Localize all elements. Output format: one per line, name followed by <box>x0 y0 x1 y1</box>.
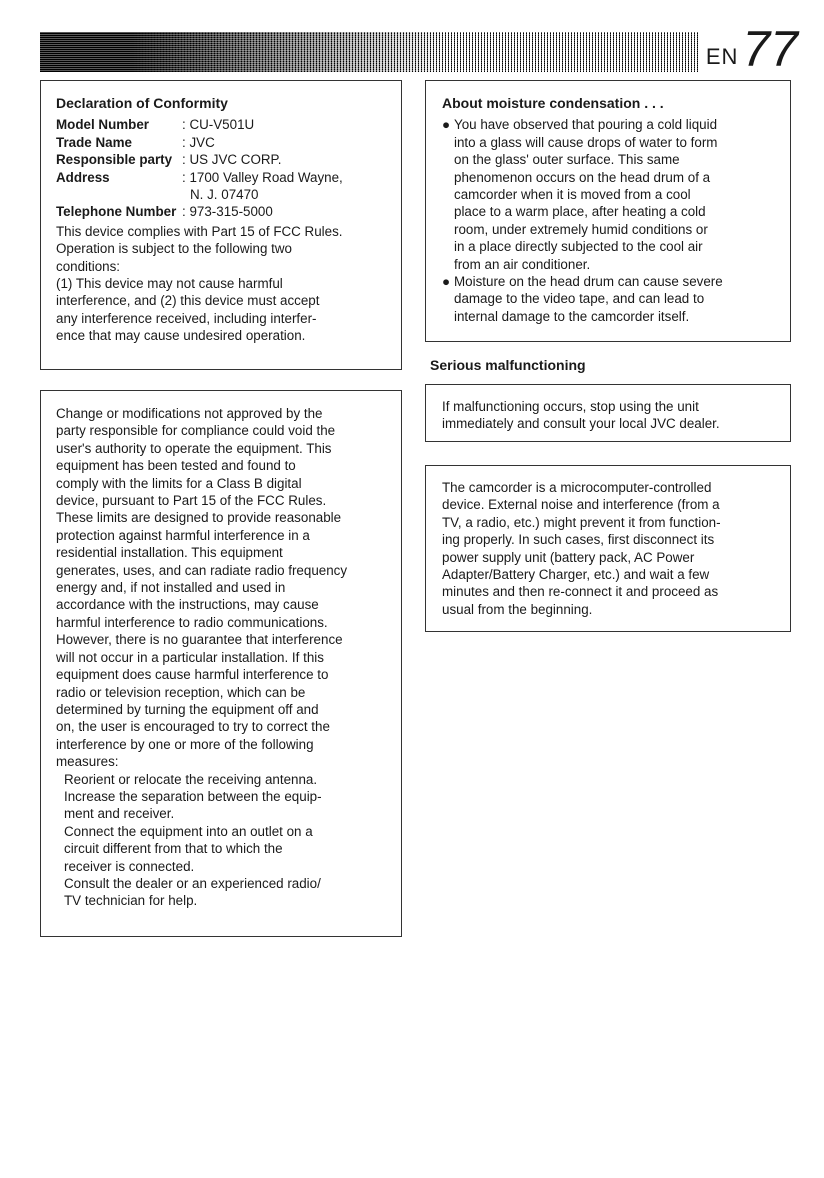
text-line: place to a warm place, after heating a cold <box>454 204 706 220</box>
text-line: residential installation. This equipment <box>56 545 283 561</box>
text-line: These limits are designed to provide reasonable <box>56 510 342 526</box>
spec-value: : CU-V501U <box>182 117 255 133</box>
page-number-value: 77 <box>742 21 798 77</box>
text-line: into a glass will cause drops of water to form <box>454 134 718 150</box>
text-line: any interference received, including interfer- <box>56 310 317 326</box>
moisture-condensation-box <box>425 80 791 342</box>
text-line: measures: <box>56 754 119 770</box>
serious-malfunctioning-heading: Serious malfunctioning <box>430 357 586 373</box>
text-line: determined by turning the equipment off and <box>56 701 319 717</box>
bullet-icon: ● <box>442 274 451 290</box>
spec-value: : US JVC CORP. <box>182 152 282 168</box>
text-line: on, the user is encouraged to try to correct the <box>56 719 330 735</box>
spec-label: Address <box>56 169 110 185</box>
text-line: However, there is no guarantee that interference <box>56 632 343 648</box>
bullet-icon: ● <box>442 117 451 133</box>
spec-label: Model Number <box>56 117 149 133</box>
spec-row-telephone <box>56 203 387 220</box>
spec-value: : 1700 Valley Road Wayne, <box>182 169 343 185</box>
text-line: device. External noise and interference (from a <box>442 497 720 513</box>
measure-line: circuit different from that to which the <box>64 841 283 857</box>
text-line: interference, and (2) this device must accept <box>56 293 320 309</box>
text-line: TV, a radio, etc.) might prevent it from function- <box>442 514 721 530</box>
page-number <box>705 21 798 77</box>
bullet-item <box>442 273 776 325</box>
declaration-body <box>56 223 387 345</box>
text-line: device, pursuant to Part 15 of the FCC Rules. <box>56 493 327 509</box>
text-line: from an air conditioner. <box>454 256 591 272</box>
fcc-measures-list <box>56 771 387 910</box>
text-line: Moisture on the head drum can cause severe <box>454 274 723 290</box>
page-language-prefix: EN <box>705 44 739 69</box>
spec-label: Responsible party <box>56 152 173 168</box>
spec-row-address-line2 <box>56 186 387 203</box>
measure-line: Increase the separation between the equip- <box>64 788 322 804</box>
text-line: ing properly. In such cases, first disconnect its <box>442 532 715 548</box>
text-line: energy and, if not installed and used in <box>56 580 286 596</box>
text-line: power supply unit (battery pack, AC Power <box>442 549 695 565</box>
spec-value: : JVC <box>182 134 215 150</box>
text-line: comply with the limits for a Class B digital <box>56 475 302 491</box>
text-line: generates, uses, and can radiate radio frequency <box>56 562 348 578</box>
text-line: party responsible for compliance could void the <box>56 423 336 439</box>
declaration-title: Declaration of Conformity <box>56 95 228 111</box>
text-line: (1) This device may not cause harmful <box>56 276 283 292</box>
text-line: Change or modifications not approved by the <box>56 406 323 421</box>
declaration-box <box>40 80 402 370</box>
text-line: protection against harmful interference in a <box>56 527 310 543</box>
text-line: internal damage to the camcorder itself. <box>454 308 690 324</box>
measure-line: Connect the equipment into an outlet on a <box>64 823 313 839</box>
text-line: ence that may cause undesired operation. <box>56 328 306 344</box>
text-line: camcorder when it is moved from a cool <box>454 187 691 203</box>
text-line: conditions: <box>56 258 121 274</box>
text-line: radio or television reception, which can be <box>56 684 306 700</box>
text-line: minutes and then re-connect it and proceed as <box>442 584 719 600</box>
text-line: harmful interference to radio communications. <box>56 614 328 630</box>
text-line: user's authority to operate the equipment. This <box>56 440 332 456</box>
text-line: If malfunctioning occurs, stop using the unit <box>442 399 699 414</box>
text-line: phenomenon occurs on the head drum of a <box>454 169 711 185</box>
spec-row-responsible-party <box>56 151 387 168</box>
text-line: You have observed that pouring a cold liquid <box>454 117 718 133</box>
spec-row-trade-name <box>56 134 387 151</box>
serious-malfunctioning-box <box>425 384 791 442</box>
header-halftone-bar <box>40 32 700 72</box>
spec-row-model <box>56 116 387 133</box>
text-line: equipment has been tested and found to <box>56 458 296 474</box>
text-line: equipment does cause harmful interference to <box>56 667 329 683</box>
fcc-statement-box <box>40 390 402 937</box>
measure-line: Consult the dealer or an experienced radio/ <box>64 875 321 891</box>
text-line: damage to the video tape, and can lead to <box>454 291 705 307</box>
text-line: on the glass' outer surface. This same <box>454 152 680 168</box>
text-line: Operation is subject to the following two <box>56 241 292 257</box>
camcorder-note-box <box>425 465 791 632</box>
spec-label: Telephone Number <box>56 204 177 220</box>
bullet-item <box>442 116 776 273</box>
spec-value: : 973-315-5000 <box>182 204 273 220</box>
text-line: will not occur in a particular installation. If this <box>56 649 324 665</box>
address-line2: N. J. 07470 <box>190 187 259 203</box>
text-line: usual from the beginning. <box>442 601 593 617</box>
measure-line: TV technician for help. <box>64 893 198 909</box>
text-line: Adapter/Battery Charger, etc.) and wait a few <box>442 567 710 583</box>
text-line: room, under extremely humid conditions or <box>454 221 708 237</box>
measure-line: receiver is connected. <box>64 858 195 874</box>
text-line: immediately and consult your local JVC dealer. <box>442 416 720 432</box>
spec-row-address <box>56 169 387 186</box>
moisture-title: About moisture condensation . . . <box>442 95 664 111</box>
measure-line: Reorient or relocate the receiving antenna. <box>64 771 318 787</box>
text-line: in a place directly subjected to the cool air <box>454 239 703 255</box>
text-line: accordance with the instructions, may cause <box>56 597 319 613</box>
text-line: interference by one or more of the following <box>56 736 314 752</box>
text-line: This device complies with Part 15 of FCC Rules. <box>56 223 343 239</box>
measure-line: ment and receiver. <box>64 806 175 822</box>
text-line: The camcorder is a microcomputer-controlled <box>442 480 712 495</box>
spec-label: Trade Name <box>56 134 132 150</box>
